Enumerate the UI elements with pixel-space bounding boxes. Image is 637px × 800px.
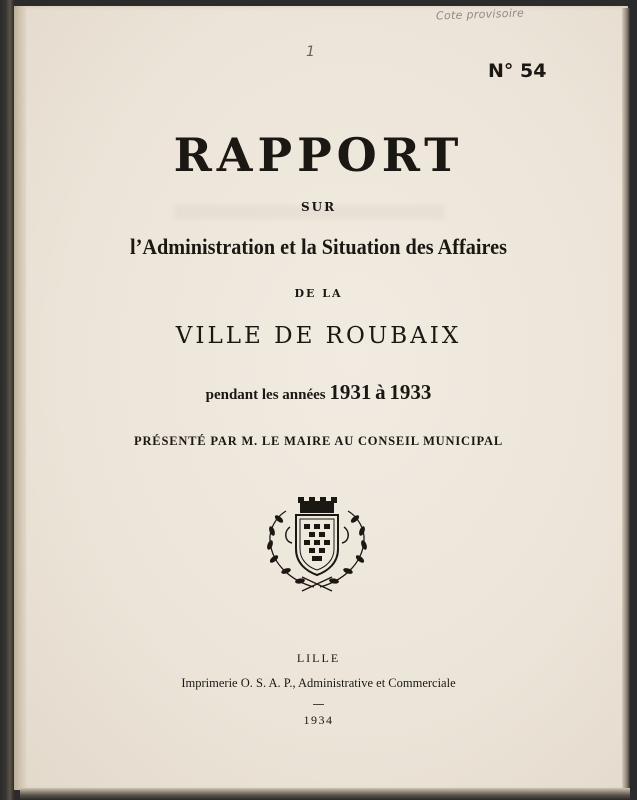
folio-mark: 1 — [306, 44, 315, 60]
period-line — [0, 380, 637, 405]
year-from: 1931 — [329, 380, 372, 404]
issue-number: N° 54 — [488, 60, 547, 82]
city-name: VILLE DE ROUBAIX — [175, 323, 462, 349]
page-title: RAPPORT — [173, 128, 464, 182]
preposition-sur: SUR — [300, 200, 337, 214]
publication-year: 1934 — [303, 713, 334, 727]
place-of-publication: LILLE — [296, 651, 341, 665]
subtitle: l’Administration et la Situation des Affaires — [130, 234, 507, 259]
period-prefix: pendant les années — [205, 387, 326, 403]
year-connector: à — [375, 380, 386, 404]
presented-by: PRÉSENTÉ PAR M. LE MAIRE AU CONSEIL MUNICIPAL — [134, 434, 503, 448]
year-to: 1933 — [389, 380, 432, 404]
printer-name: Imprimerie O. S. A. P., Administrative et Commerciale — [181, 676, 456, 690]
pencil-annotation: Cote provisoire — [435, 6, 525, 23]
preposition-de-la: DE LA — [294, 287, 343, 300]
roubaix-coat-of-arms-icon — [262, 497, 372, 593]
page-edge-bottom — [20, 788, 630, 800]
separator-dash: — — [312, 697, 325, 711]
